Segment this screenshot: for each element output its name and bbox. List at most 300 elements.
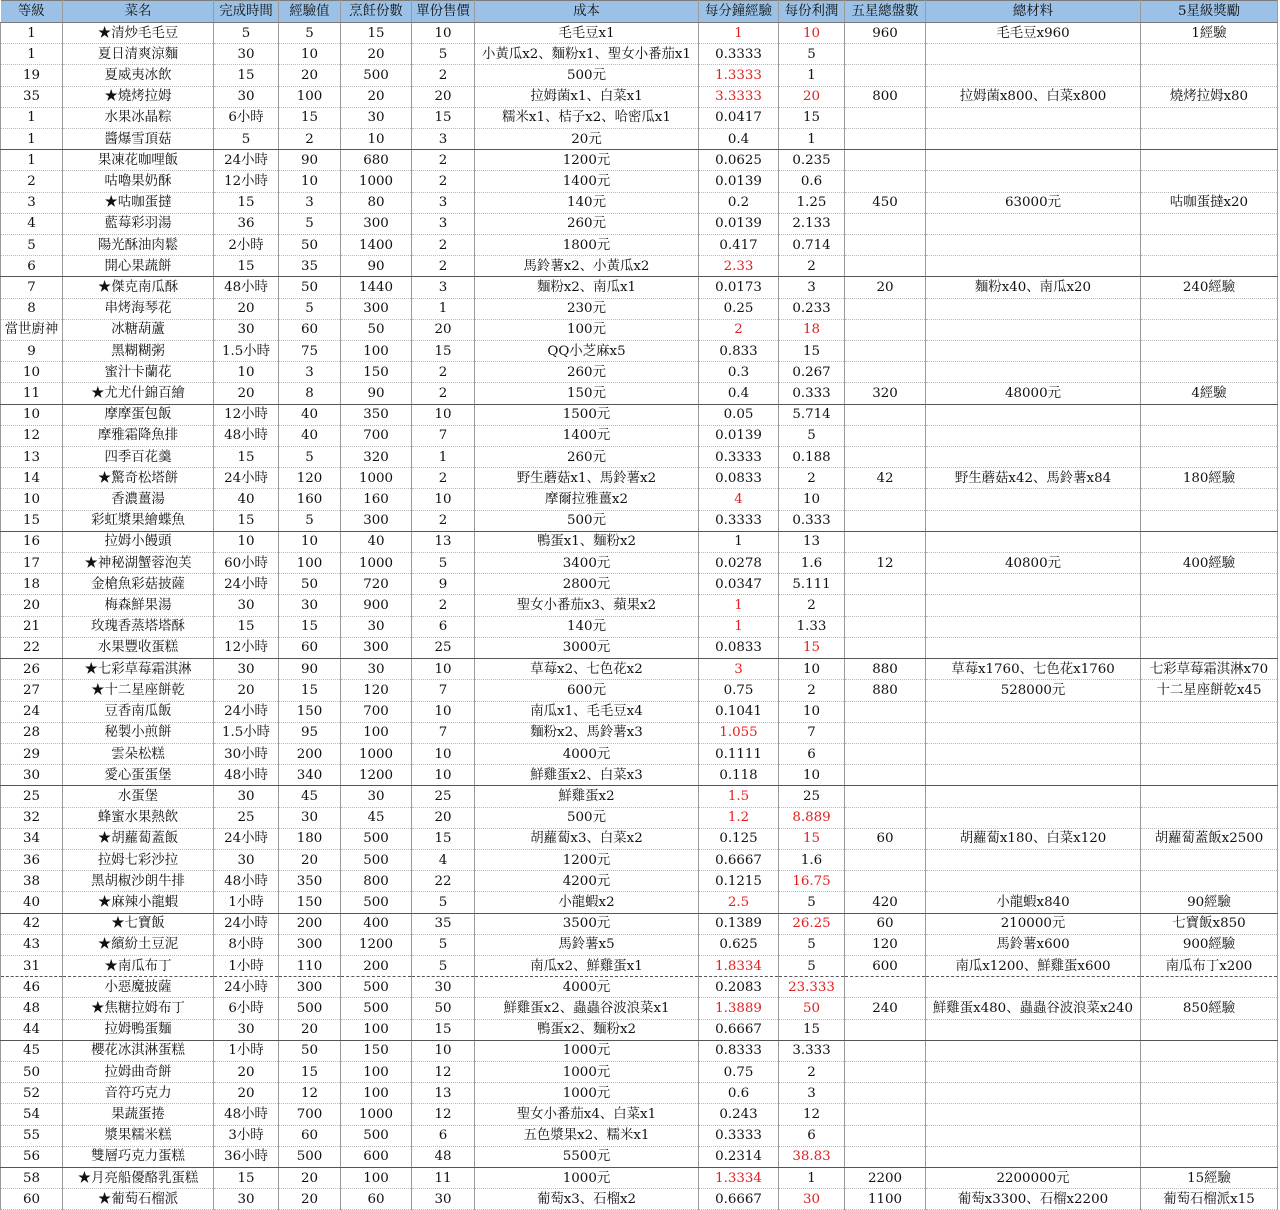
level-cell[interactable]: 58 [1, 1167, 63, 1188]
dish-name-cell[interactable]: 拉姆小饅頭 [63, 531, 214, 552]
exp-cell[interactable]: 150 [279, 892, 341, 913]
profit-cell[interactable]: 13 [779, 531, 845, 552]
exp-cell[interactable]: 2 [279, 129, 341, 150]
plates-cell[interactable] [845, 765, 926, 786]
exp-per-minute-cell[interactable]: 0.0347 [699, 574, 779, 595]
exp-cell[interactable]: 150 [279, 701, 341, 722]
time-cell[interactable]: 20 [214, 1083, 279, 1104]
level-cell[interactable]: 38 [1, 871, 63, 892]
price-cell[interactable]: 2 [412, 171, 475, 192]
exp-cell[interactable]: 45 [279, 786, 341, 807]
table-row[interactable] [1, 531, 1278, 552]
table-row[interactable] [1, 807, 1278, 828]
plates-cell[interactable] [845, 510, 926, 531]
table-row[interactable] [1, 1125, 1278, 1146]
materials-cell[interactable] [926, 637, 1141, 658]
time-cell[interactable]: 48小時 [214, 1104, 279, 1125]
price-cell[interactable]: 5 [412, 892, 475, 913]
materials-cell[interactable] [926, 595, 1141, 616]
reward-cell[interactable]: 七寶飯x850 [1141, 913, 1278, 934]
reward-cell[interactable] [1141, 341, 1278, 362]
reward-cell[interactable]: 燒烤拉姆x80 [1141, 86, 1278, 107]
exp-per-minute-cell[interactable]: 0.118 [699, 765, 779, 786]
profit-cell[interactable]: 0.333 [779, 383, 845, 404]
plates-cell[interactable] [845, 1061, 926, 1082]
reward-cell[interactable] [1141, 786, 1278, 807]
table-row[interactable] [1, 743, 1278, 764]
table-row[interactable] [1, 1146, 1278, 1167]
time-cell[interactable]: 24小時 [214, 828, 279, 849]
time-cell[interactable]: 24小時 [214, 574, 279, 595]
plates-cell[interactable]: 450 [845, 192, 926, 213]
level-cell[interactable]: 11 [1, 383, 63, 404]
plates-cell[interactable]: 420 [845, 892, 926, 913]
profit-cell[interactable]: 10 [779, 765, 845, 786]
plates-cell[interactable] [845, 341, 926, 362]
exp-per-minute-cell[interactable]: 0.3 [699, 362, 779, 383]
price-cell[interactable]: 50 [412, 998, 475, 1019]
exp-cell[interactable]: 110 [279, 955, 341, 976]
plates-cell[interactable] [845, 150, 926, 171]
materials-cell[interactable] [926, 1104, 1141, 1125]
materials-cell[interactable] [926, 871, 1141, 892]
exp-per-minute-cell[interactable]: 0.625 [699, 934, 779, 955]
level-cell[interactable]: 15 [1, 510, 63, 531]
level-cell[interactable]: 8 [1, 298, 63, 319]
exp-cell[interactable]: 95 [279, 722, 341, 743]
plates-cell[interactable] [845, 1125, 926, 1146]
materials-cell[interactable] [926, 722, 1141, 743]
cost-cell[interactable]: 摩爾拉雅薑x2 [475, 489, 699, 510]
profit-cell[interactable]: 15 [779, 107, 845, 128]
reward-cell[interactable] [1141, 977, 1278, 998]
servings-cell[interactable]: 80 [341, 192, 412, 213]
table-row[interactable] [1, 659, 1278, 680]
materials-cell[interactable]: 草莓x1760、七色花x1760 [926, 659, 1141, 680]
materials-cell[interactable]: 拉姆菌x800、白菜x800 [926, 86, 1141, 107]
exp-per-minute-cell[interactable]: 0.0833 [699, 468, 779, 489]
materials-cell[interactable]: 鮮雞蛋x480、蟲蟲谷波浪菜x240 [926, 998, 1141, 1019]
profit-cell[interactable]: 1.33 [779, 616, 845, 637]
exp-cell[interactable]: 60 [279, 637, 341, 658]
profit-cell[interactable]: 8.889 [779, 807, 845, 828]
reward-cell[interactable] [1141, 129, 1278, 150]
table-row[interactable] [1, 1083, 1278, 1104]
reward-cell[interactable] [1141, 849, 1278, 870]
header-experience[interactable]: 經驗值 [279, 1, 341, 23]
exp-cell[interactable]: 700 [279, 1104, 341, 1125]
materials-cell[interactable] [926, 849, 1141, 870]
price-cell[interactable]: 1 [412, 298, 475, 319]
reward-cell[interactable] [1141, 298, 1278, 319]
cost-cell[interactable]: 260元 [475, 213, 699, 234]
materials-cell[interactable] [926, 977, 1141, 998]
exp-cell[interactable]: 340 [279, 765, 341, 786]
time-cell[interactable]: 36小時 [214, 1146, 279, 1167]
level-cell[interactable]: 1 [1, 23, 63, 44]
servings-cell[interactable]: 1000 [341, 743, 412, 764]
profit-cell[interactable]: 2 [779, 1061, 845, 1082]
servings-cell[interactable]: 600 [341, 1146, 412, 1167]
price-cell[interactable]: 3 [412, 277, 475, 298]
price-cell[interactable]: 2 [412, 65, 475, 86]
plates-cell[interactable] [845, 743, 926, 764]
materials-cell[interactable] [926, 510, 1141, 531]
table-row[interactable] [1, 977, 1278, 998]
table-row[interactable] [1, 765, 1278, 786]
reward-cell[interactable] [1141, 107, 1278, 128]
exp-per-minute-cell[interactable]: 1.3889 [699, 998, 779, 1019]
level-cell[interactable]: 12 [1, 425, 63, 446]
servings-cell[interactable]: 160 [341, 489, 412, 510]
materials-cell[interactable] [926, 362, 1141, 383]
profit-cell[interactable]: 0.333 [779, 510, 845, 531]
price-cell[interactable]: 2 [412, 510, 475, 531]
exp-cell[interactable]: 50 [279, 277, 341, 298]
plates-cell[interactable]: 20 [845, 277, 926, 298]
plates-cell[interactable] [845, 298, 926, 319]
cost-cell[interactable]: QQ小芝麻x5 [475, 341, 699, 362]
profit-cell[interactable]: 16.75 [779, 871, 845, 892]
dish-name-cell[interactable]: 夏威夷冰飲 [63, 65, 214, 86]
reward-cell[interactable] [1141, 531, 1278, 552]
materials-cell[interactable] [926, 489, 1141, 510]
exp-per-minute-cell[interactable]: 0.1215 [699, 871, 779, 892]
profit-cell[interactable]: 5 [779, 892, 845, 913]
servings-cell[interactable]: 90 [341, 256, 412, 277]
plates-cell[interactable] [845, 404, 926, 425]
table-row[interactable] [1, 1061, 1278, 1082]
profit-cell[interactable]: 10 [779, 701, 845, 722]
time-cell[interactable]: 15 [214, 1167, 279, 1188]
price-cell[interactable]: 30 [412, 977, 475, 998]
cost-cell[interactable]: 500元 [475, 65, 699, 86]
level-cell[interactable]: 1 [1, 44, 63, 65]
exp-per-minute-cell[interactable]: 0.3333 [699, 447, 779, 468]
level-cell[interactable]: 9 [1, 341, 63, 362]
exp-cell[interactable]: 3 [279, 362, 341, 383]
materials-cell[interactable] [926, 256, 1141, 277]
time-cell[interactable]: 15 [214, 65, 279, 86]
time-cell[interactable]: 60小時 [214, 553, 279, 574]
table-row[interactable] [1, 828, 1278, 849]
plates-cell[interactable]: 1100 [845, 1189, 926, 1210]
exp-cell[interactable]: 350 [279, 871, 341, 892]
dish-name-cell[interactable]: 摩雅霜降魚排 [63, 425, 214, 446]
servings-cell[interactable]: 900 [341, 595, 412, 616]
dish-name-cell[interactable]: 果蔬蛋捲 [63, 1104, 214, 1125]
cost-cell[interactable]: 260元 [475, 447, 699, 468]
dish-name-cell[interactable]: 漿果糯米糕 [63, 1125, 214, 1146]
table-row[interactable] [1, 1104, 1278, 1125]
time-cell[interactable]: 10 [214, 362, 279, 383]
level-cell[interactable]: 50 [1, 1061, 63, 1082]
materials-cell[interactable]: 48000元 [926, 383, 1141, 404]
exp-per-minute-cell[interactable]: 0.75 [699, 680, 779, 701]
price-cell[interactable]: 2 [412, 468, 475, 489]
dish-name-cell[interactable]: 豆香南瓜飯 [63, 701, 214, 722]
price-cell[interactable]: 5 [412, 934, 475, 955]
exp-per-minute-cell[interactable]: 0.6667 [699, 1019, 779, 1040]
time-cell[interactable]: 24小時 [214, 977, 279, 998]
level-cell[interactable]: 10 [1, 489, 63, 510]
profit-cell[interactable]: 15 [779, 828, 845, 849]
reward-cell[interactable]: 咕咖蛋撻x20 [1141, 192, 1278, 213]
time-cell[interactable]: 12小時 [214, 171, 279, 192]
exp-cell[interactable]: 75 [279, 341, 341, 362]
time-cell[interactable]: 48小時 [214, 765, 279, 786]
exp-per-minute-cell[interactable]: 0.2083 [699, 977, 779, 998]
profit-cell[interactable]: 2 [779, 468, 845, 489]
level-cell[interactable]: 40 [1, 892, 63, 913]
table-row[interactable] [1, 1167, 1278, 1188]
table-row[interactable] [1, 849, 1278, 870]
time-cell[interactable]: 25 [214, 807, 279, 828]
level-cell[interactable]: 2 [1, 171, 63, 192]
profit-cell[interactable]: 1.25 [779, 192, 845, 213]
level-cell[interactable]: 24 [1, 701, 63, 722]
exp-per-minute-cell[interactable]: 0.1111 [699, 743, 779, 764]
reward-cell[interactable]: 胡蘿蔔蓋飯x2500 [1141, 828, 1278, 849]
materials-cell[interactable]: 野生蘑菇x42、馬鈴薯x84 [926, 468, 1141, 489]
table-row[interactable] [1, 913, 1278, 934]
cost-cell[interactable]: 小黃瓜x2、麵粉x1、聖女小番茄x1 [475, 44, 699, 65]
time-cell[interactable]: 40 [214, 489, 279, 510]
materials-cell[interactable]: 2200000元 [926, 1167, 1141, 1188]
servings-cell[interactable]: 720 [341, 574, 412, 595]
reward-cell[interactable] [1141, 213, 1278, 234]
dish-name-cell[interactable]: 陽光酥油肉鬆 [63, 235, 214, 256]
exp-cell[interactable]: 100 [279, 86, 341, 107]
exp-per-minute-cell[interactable]: 0.0173 [699, 277, 779, 298]
time-cell[interactable]: 30 [214, 659, 279, 680]
servings-cell[interactable]: 700 [341, 701, 412, 722]
cost-cell[interactable]: 4200元 [475, 871, 699, 892]
dish-name-cell[interactable]: 愛心蛋蛋堡 [63, 765, 214, 786]
servings-cell[interactable]: 90 [341, 383, 412, 404]
profit-cell[interactable]: 2 [779, 256, 845, 277]
price-cell[interactable]: 20 [412, 86, 475, 107]
cost-cell[interactable]: 1200元 [475, 849, 699, 870]
servings-cell[interactable]: 1000 [341, 171, 412, 192]
servings-cell[interactable]: 500 [341, 977, 412, 998]
exp-cell[interactable]: 8 [279, 383, 341, 404]
level-cell[interactable]: 當世廚神 [1, 319, 63, 340]
plates-cell[interactable] [845, 319, 926, 340]
exp-per-minute-cell[interactable]: 0.243 [699, 1104, 779, 1125]
reward-cell[interactable]: 240經驗 [1141, 277, 1278, 298]
servings-cell[interactable]: 10 [341, 129, 412, 150]
materials-cell[interactable] [926, 213, 1141, 234]
reward-cell[interactable] [1141, 1104, 1278, 1125]
level-cell[interactable]: 4 [1, 213, 63, 234]
dish-name-cell[interactable]: ★尤尤什錦百繪 [63, 383, 214, 404]
reward-cell[interactable]: 850經驗 [1141, 998, 1278, 1019]
exp-per-minute-cell[interactable]: 0.4 [699, 129, 779, 150]
profit-cell[interactable]: 30 [779, 1189, 845, 1210]
profit-cell[interactable]: 15 [779, 637, 845, 658]
materials-cell[interactable]: 麵粉x40、南瓜x20 [926, 277, 1141, 298]
time-cell[interactable]: 6小時 [214, 107, 279, 128]
reward-cell[interactable]: 15經驗 [1141, 1167, 1278, 1188]
exp-per-minute-cell[interactable]: 0.0417 [699, 107, 779, 128]
price-cell[interactable]: 7 [412, 680, 475, 701]
time-cell[interactable]: 1.5小時 [214, 722, 279, 743]
price-cell[interactable]: 10 [412, 404, 475, 425]
servings-cell[interactable]: 800 [341, 871, 412, 892]
dish-name-cell[interactable]: 拉姆鴨蛋麵 [63, 1019, 214, 1040]
exp-cell[interactable]: 3 [279, 192, 341, 213]
servings-cell[interactable]: 1200 [341, 934, 412, 955]
materials-cell[interactable] [926, 1019, 1141, 1040]
plates-cell[interactable] [845, 595, 926, 616]
dish-name-cell[interactable]: ★麻辣小龍蝦 [63, 892, 214, 913]
dish-name-cell[interactable]: 果凍花咖哩飯 [63, 150, 214, 171]
materials-cell[interactable] [926, 701, 1141, 722]
cost-cell[interactable]: 20元 [475, 129, 699, 150]
exp-per-minute-cell[interactable]: 1 [699, 595, 779, 616]
reward-cell[interactable] [1141, 722, 1278, 743]
profit-cell[interactable]: 10 [779, 659, 845, 680]
materials-cell[interactable]: 南瓜x1200、鮮雞蛋x600 [926, 955, 1141, 976]
cost-cell[interactable]: 拉姆菌x1、白菜x1 [475, 86, 699, 107]
level-cell[interactable]: 10 [1, 404, 63, 425]
reward-cell[interactable]: 4經驗 [1141, 383, 1278, 404]
reward-cell[interactable] [1141, 235, 1278, 256]
dish-name-cell[interactable]: ★七寶飯 [63, 913, 214, 934]
exp-per-minute-cell[interactable]: 0.6667 [699, 1189, 779, 1210]
time-cell[interactable]: 30 [214, 1189, 279, 1210]
time-cell[interactable]: 30 [214, 595, 279, 616]
reward-cell[interactable] [1141, 1146, 1278, 1167]
exp-cell[interactable]: 5 [279, 510, 341, 531]
cost-cell[interactable]: 2800元 [475, 574, 699, 595]
materials-cell[interactable]: 210000元 [926, 913, 1141, 934]
table-row[interactable] [1, 298, 1278, 319]
header-profit-per-serving[interactable]: 每份利潤 [779, 1, 845, 23]
servings-cell[interactable]: 1400 [341, 235, 412, 256]
reward-cell[interactable] [1141, 1125, 1278, 1146]
time-cell[interactable]: 1小時 [214, 1040, 279, 1061]
table-row[interactable] [1, 1019, 1278, 1040]
exp-per-minute-cell[interactable]: 1.3334 [699, 1167, 779, 1188]
cost-cell[interactable]: 230元 [475, 298, 699, 319]
exp-cell[interactable]: 15 [279, 680, 341, 701]
table-row[interactable] [1, 786, 1278, 807]
table-row[interactable] [1, 722, 1278, 743]
plates-cell[interactable] [845, 1104, 926, 1125]
time-cell[interactable]: 2小時 [214, 235, 279, 256]
servings-cell[interactable]: 15 [341, 23, 412, 44]
exp-per-minute-cell[interactable]: 3 [699, 659, 779, 680]
cost-cell[interactable]: 野生蘑菇x1、馬鈴薯x2 [475, 468, 699, 489]
profit-cell[interactable]: 1 [779, 65, 845, 86]
plates-cell[interactable]: 960 [845, 23, 926, 44]
servings-cell[interactable]: 700 [341, 425, 412, 446]
dish-name-cell[interactable]: ★南瓜布丁 [63, 955, 214, 976]
price-cell[interactable]: 15 [412, 1019, 475, 1040]
profit-cell[interactable]: 25 [779, 786, 845, 807]
servings-cell[interactable]: 500 [341, 828, 412, 849]
servings-cell[interactable]: 1000 [341, 1104, 412, 1125]
plates-cell[interactable] [845, 722, 926, 743]
level-cell[interactable]: 34 [1, 828, 63, 849]
reward-cell[interactable] [1141, 404, 1278, 425]
level-cell[interactable]: 19 [1, 65, 63, 86]
exp-cell[interactable]: 120 [279, 468, 341, 489]
plates-cell[interactable] [845, 44, 926, 65]
level-cell[interactable]: 56 [1, 1146, 63, 1167]
header-total-materials[interactable]: 總材料 [926, 1, 1141, 23]
dish-name-cell[interactable]: ★清炒毛毛豆 [63, 23, 214, 44]
dish-name-cell[interactable]: 香濃薑湯 [63, 489, 214, 510]
materials-cell[interactable] [926, 319, 1141, 340]
plates-cell[interactable] [845, 701, 926, 722]
price-cell[interactable]: 13 [412, 531, 475, 552]
dish-name-cell[interactable]: 黑胡椒沙朗牛排 [63, 871, 214, 892]
exp-cell[interactable]: 50 [279, 574, 341, 595]
cost-cell[interactable]: 鴨蛋x1、麵粉x2 [475, 531, 699, 552]
plates-cell[interactable]: 880 [845, 659, 926, 680]
cost-cell[interactable]: 3500元 [475, 913, 699, 934]
level-cell[interactable]: 21 [1, 616, 63, 637]
exp-per-minute-cell[interactable]: 0.0625 [699, 150, 779, 171]
plates-cell[interactable] [845, 256, 926, 277]
price-cell[interactable]: 5 [412, 44, 475, 65]
plates-cell[interactable]: 800 [845, 86, 926, 107]
exp-cell[interactable]: 180 [279, 828, 341, 849]
exp-per-minute-cell[interactable]: 0.417 [699, 235, 779, 256]
plates-cell[interactable] [845, 616, 926, 637]
cost-cell[interactable]: 南瓜x1、毛毛豆x4 [475, 701, 699, 722]
exp-cell[interactable]: 60 [279, 319, 341, 340]
exp-per-minute-cell[interactable]: 0.75 [699, 1061, 779, 1082]
cost-cell[interactable]: 3000元 [475, 637, 699, 658]
reward-cell[interactable] [1141, 1083, 1278, 1104]
plates-cell[interactable] [845, 849, 926, 870]
table-row[interactable] [1, 383, 1278, 404]
reward-cell[interactable]: 90經驗 [1141, 892, 1278, 913]
time-cell[interactable]: 5 [214, 23, 279, 44]
level-cell[interactable]: 30 [1, 765, 63, 786]
header-unit-price[interactable]: 單份售價 [412, 1, 475, 23]
profit-cell[interactable]: 1 [779, 1167, 845, 1188]
dish-name-cell[interactable]: 串烤海琴花 [63, 298, 214, 319]
servings-cell[interactable]: 60 [341, 1189, 412, 1210]
exp-cell[interactable]: 160 [279, 489, 341, 510]
exp-per-minute-cell[interactable]: 1 [699, 531, 779, 552]
price-cell[interactable]: 9 [412, 574, 475, 595]
profit-cell[interactable]: 50 [779, 998, 845, 1019]
materials-cell[interactable]: 小龍蝦x840 [926, 892, 1141, 913]
level-cell[interactable]: 18 [1, 574, 63, 595]
level-cell[interactable]: 5 [1, 235, 63, 256]
exp-per-minute-cell[interactable]: 0.1041 [699, 701, 779, 722]
table-row[interactable] [1, 44, 1278, 65]
profit-cell[interactable]: 15 [779, 341, 845, 362]
exp-cell[interactable]: 100 [279, 553, 341, 574]
cost-cell[interactable]: 600元 [475, 680, 699, 701]
cost-cell[interactable]: 鮮雞蛋x2、白菜x3 [475, 765, 699, 786]
price-cell[interactable]: 5 [412, 955, 475, 976]
table-row[interactable] [1, 510, 1278, 531]
level-cell[interactable]: 31 [1, 955, 63, 976]
dish-name-cell[interactable]: 秘製小煎餅 [63, 722, 214, 743]
cost-cell[interactable]: 毛毛豆x1 [475, 23, 699, 44]
level-cell[interactable]: 36 [1, 849, 63, 870]
exp-cell[interactable]: 20 [279, 1019, 341, 1040]
cost-cell[interactable]: 260元 [475, 362, 699, 383]
